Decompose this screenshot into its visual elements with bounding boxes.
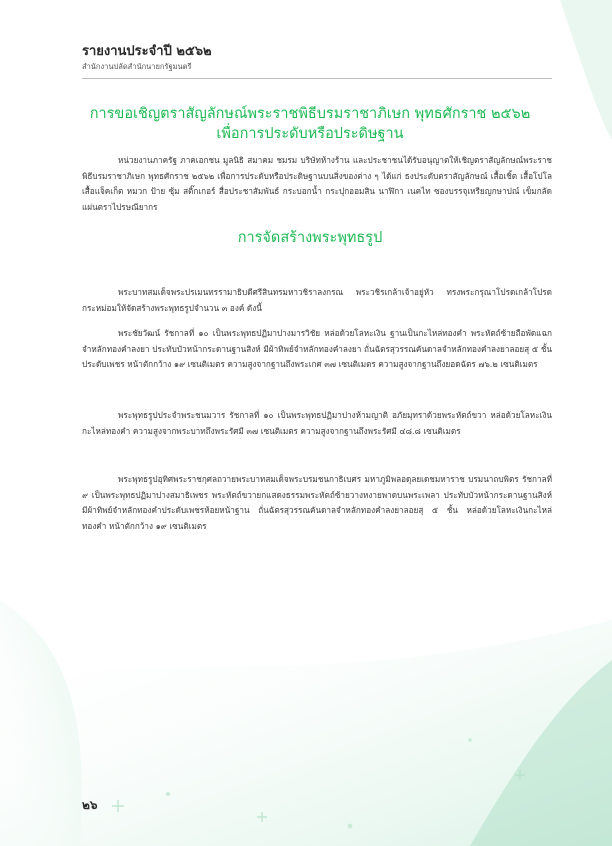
decor-wave-top-right [560, 0, 612, 140]
header-subtitle: สำนักงานปลัดสำนักนายกรัฐมนตรี [82, 62, 192, 71]
buddha-item-3-paragraph: พระพุทธรูปอุทิศพระราชกุศลถวายพระบาทสมเด็จพระบรมชนกาธิเบศร มหาภูมิพลอดุลยเดชมหาราช บรมนาถบพิตร รัชกาลที่ ๙ เป็นพระพุทธปฏิมาปางสมาธิเพชร พระหัตถ์ขวายกแสดงธรรมพระหัตถ์ซ้ายวางหงายพาดบนพระเพลา ประทับบัวหน้ากระดานฐานสิงห์ มีผ้าทิพย์จำหลักทองคำประดับเพชรห้อยหน้าฐาน ถั่นฉัตรสุวรรณคันดาลจำหลักทองคำลงยาลอยสุ ๕ ชั้น หล่อด้วยโลหะเงินกะไหล่ทองคำ หน้าตักกว้าง ๑๙ เซนติเมตร [82, 474, 552, 531]
buddha-item-1-paragraph: พระชัยวัฒน์ รัชกาลที่ ๑๐ เป็นพระพุทธปฏิมาปางมารวิชัย หล่อด้วยโลหะเงิน ฐานเป็นกะไหล่ทองคำ พระหัตถ์ซ้ายถือพัดแฉกจำหลักทองคำลงยา ประทับบัวหน้ากระดานฐานสิงห์ มีผ้าทิพย์จำหลักทองคำลงยา ถั่นฉัตรสุวรรณคันดาลจำหลักทองคำลงยาลอยสุ ๕ ชั้น ประดับเพชร หน้าตักกว้าง ๑๙ เซนติเมตร ความสูงจากฐานถึงพระเกศ ๓๗ เซนติเมตร ความสูงจากฐานถึงยอดฉัตร ๗๖.๒ เซนติเมตร [82, 328, 552, 369]
emblem-paragraph-block [82, 153, 552, 215]
section-title-emblem-line2: เพื่อการประดับหรือประดิษฐาน [216, 126, 404, 142]
buddha-item-3-block [82, 472, 552, 534]
header-title: รายงานประจำปี ๒๕๖๒ [82, 44, 212, 59]
decor-wave-left [0, 600, 82, 846]
buddha-item-2-paragraph: พระพุทธรูปประจำพระชนมวาร รัชกาลที่ ๑๐ เป็นพระพุทธปฏิมาปางห้ามญาติ อภัยมุทราด้วยพระหัตถ์ขวา หล่อด้วยโลหะเงิน กะไหล่ทองคำ ความสูงจากพระบาทถึงพระรัศมี ๓๗ เซนติเมตร ความสูงจากฐานถึงพระรัศมี ๔๘.๘ เซนติเมตร [82, 410, 552, 436]
buddha-intro-paragraph: พระบาทสมเด็จพระปรเมนทรรามาธิบดีศรีสินทรมหาวชิราลงกรณ พระวชิรเกล้าเจ้าอยู่หัว ทรงพระกรุณาโปรดเกล้าโปรดกระหม่อมให้จัดสร้างพระพุทธรูปจำนวน ๓ องค์ ดังนี้ [82, 287, 552, 313]
header-divider [82, 78, 552, 79]
section-title-emblem-line1: การขอเชิญตราสัญลักษณ์พระราชพิธีบรมราชาภิเษก พุทธศักราช ๒๕๖๒ [89, 106, 531, 122]
buddha-item-1-block [82, 326, 552, 373]
page-number: ๒๖ [82, 798, 98, 812]
buddha-intro-block [82, 285, 552, 316]
section-title-emblem [70, 104, 550, 144]
buddha-item-2-block [82, 408, 552, 439]
section-title-buddha: การจัดสร้างพระพุทธรูป [237, 230, 383, 246]
emblem-paragraph: หน่วยงานภาครัฐ ภาคเอกชน มูลนิธิ สมาคม ชมรม บริษัทห้างร้าน และประชาชนได้รับอนุญาตให้เชิญตราสัญลักษณ์พระราชพิธีบรมราชาภิเษก พุทธศักราช ๒๕๖๒ เพื่อการประดับหรือประดิษฐานบนสิ่งของต่าง ๆ ได้แก่ ธงประดับตราสัญลักษณ์ เสื้อเชิ้ต เสื้อโปโล เสื้อแจ็คเก็ต หมวก ป้าย ซุ้ม สติ๊กเกอร์ สื่อประชาสัมพันธ์ กระบอกน้ำ กระปุกออมสิน นาฬิกา เนคไท ซองบรรจุเหรียญกษาปณ์ เข็มกลัด แผ่นตราไปรษณียากร [82, 155, 552, 212]
report-header [82, 44, 552, 72]
